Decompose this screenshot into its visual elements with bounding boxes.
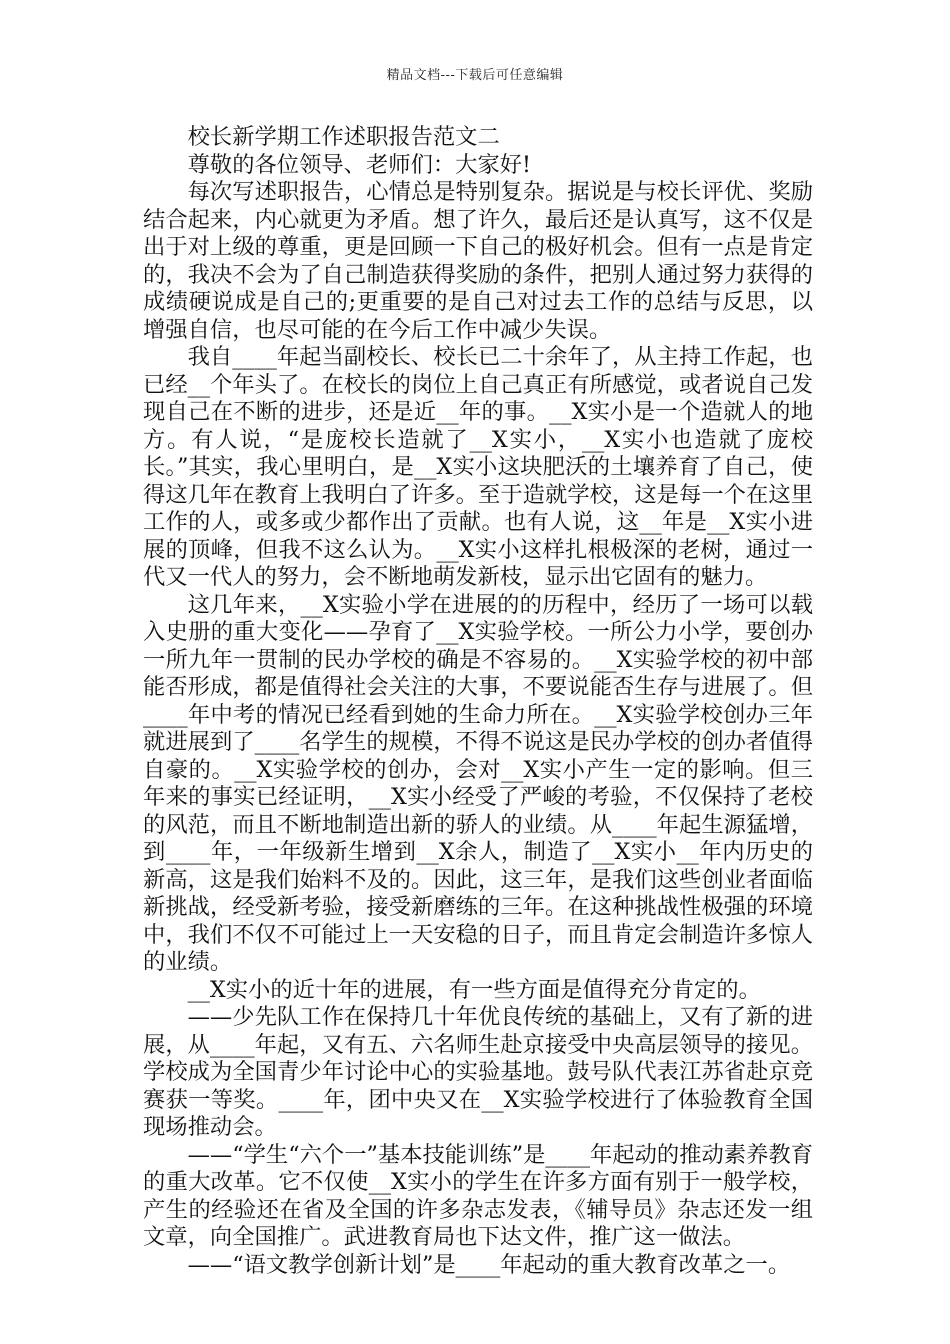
greeting: 尊敬的各位领导、老师们：大家好! (187, 151, 532, 178)
paragraph-development: 这几年来，__X实验小学在进展的的历程中，经历了一场可以载入史册的重大变化——孕育了__X实验学校。一所公力小学，要创办一所九年一贯制的民办学校的确是不容易的。__X实验学校的初中部能否形成，都是值得社会关注的大事，不要说能否生存与进展了。但____年中考的情况已经看到她的生命力所在。__X实验学校创办三年就进展到了____名学生的规模，不得不说这是民办学校的创办者值得自豪的。__X实验学校的创办，会对__X实小产生一定的影响。但三年来的事实已经证明，__X实小经受了严峻的考验，不仅保持了老校的风范，而且不断地制造出新的骄人的业绩。从____年起生源猛增，到____年，一年级新生增到__X余人，制造了__X实小__年内历史的新高，这是我们始料不及的。因此，这三年，是我们这些创业者面临新挑战，经受新考验，接受新磨练的三年。在这种挑战性极强的环境中，我们不仅不可能过上一天安稳的日子，而且肯定会制造许多惊人的业绩。 (143, 591, 813, 975)
page-header: 精品文档---下载后可任意编辑 (386, 68, 564, 83)
paragraph-young-pioneers: ——少先队工作在保持几十年优良传统的基础上，又有了新的进展，从____年起，又有五、六名师生赴京接受中央高层领导的接见。学校成为全国青少年讨论中心的实验基地。鼓号队代表江苏省赴京竞赛获一等奖。____年，团中央又在__X实验学校进行了体验教育全国现场推动会。 (143, 1004, 813, 1140)
document-body (143, 124, 813, 1279)
document-title: 校长新学期工作述职报告范文二 (187, 124, 500, 150)
paragraph-achievements-intro: __X实小的近十年的进展，有一些方面是值得充分肯定的。 (187, 976, 761, 1003)
paragraph-career: 我自____年起当副校长、校长已二十余年了，从主持工作起，也已经__个年头了。在校长的岗位上自己真正有所感觉，或者说自己发现自己在不断的进步，还是近__年的事。__X实小是一个造就人的地方。有人说，“是庞校长造就了__X实小，__X实小也造就了庞校长。”其实，我心里明白，是__X实小这块肥沃的土壤养育了自己，使得这几年在教育上我明白了许多。至于造就学校，这是每一个在这里工作的人，或多或少都作出了贡献。也有人说，这__年是__X实小进展的顶峰，但我不这么认为。__X实小这样扎根极深的老树，通过一代又一代人的努力，会不断地萌发新枝，显示出它固有的魅力。 (143, 344, 813, 590)
paragraph-chinese-innovation: ——“语文教学创新计划”是____年起动的重大教育改革之一。 (187, 1251, 791, 1278)
paragraph-intro: 每次写述职报告，心情总是特别复杂。据说是与校长评优、奖励结合起来，内心就更为矛盾。想了许久，最后还是认真写，这不仅是出于对上级的尊重，更是回顾一下自己的极好机会。但有一点是肯定的，我决不会为了自己制造获得奖励的条件，把别人通过努力获得的成绩硬说成是自己的;更重要的是自己对过去工作的总结与反思，以增强自信，也尽可能的在今后工作中减少失误。 (143, 179, 813, 343)
paragraph-skills-training: ——“学生“六个一”基本技能训练”是____年起动的推动素养教育的重大改革。它不仅使__X实小的学生在许多方面有别于一般学校，产生的经验还在省及全国的许多杂志发表，《辅导员》杂志还发一组文章，向全国推广。武进教育局也下达文件，推广这一做法。 (143, 1141, 813, 1250)
